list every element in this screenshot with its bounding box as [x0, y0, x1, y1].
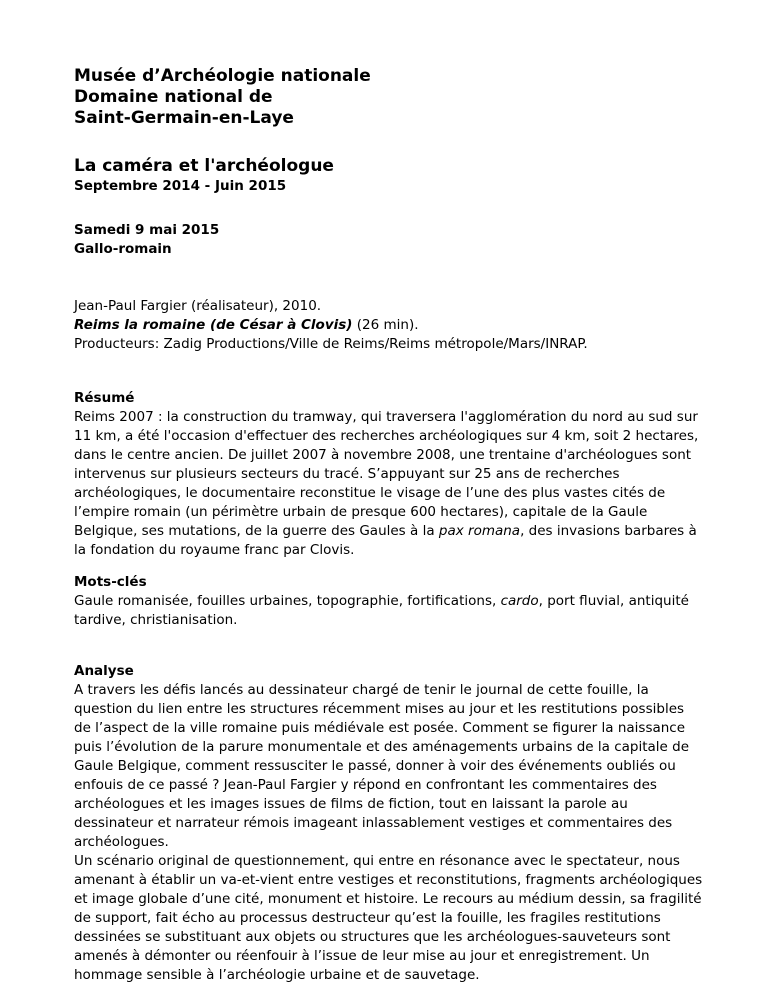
institution-location: Saint-Germain-en-Laye — [74, 108, 294, 128]
film-producers: Producteurs: Zadig Productions/Ville de Reims/Reims métropole/Mars/INRAP. — [74, 336, 588, 352]
resume-heading: Résumé — [74, 390, 135, 406]
session-date: Samedi 9 mai 2015 — [74, 222, 220, 238]
keywords-heading: Mots-clés — [74, 574, 147, 590]
session-theme: Gallo-romain — [74, 241, 172, 257]
resume-text-italic: pax romana — [438, 523, 521, 539]
series-dates: Septembre 2014 - Juin 2015 — [74, 178, 287, 194]
film-title-line — [74, 316, 704, 335]
series-title: La caméra et l'archéologue — [74, 156, 334, 176]
keywords-text — [74, 592, 704, 630]
analysis-paragraph-2: Un scénario original de questionnement, qui entre en résonance avec le spectateur, nous amenant à établir un va-et-vient entre vestiges et reconstitutions, fragments archéologiques et image globale d’une cité, monument et histoire. Le recours au médium dessin, sa fragilité de support, fait écho au processus destructeur qu’est la fouille, les fragiles restitutions dessinées se substituant aux objets ou structures que les archéologues-sauveteurs sont amenés à démonter ou réenfouir à l’issue de leur mise au jour et enregistrement. Un hommage sensible à l’archéologie urbaine et de sauvetage. — [74, 853, 703, 983]
analysis-paragraph-1: A travers les défis lancés au dessinateur chargé de tenir le journal de cette fouille, la question du lien entre les structures récemment mises au jour et les restitutions possibles de l’aspect de la ville romaine puis médiévale est posée. Comment se figurer la naissance puis l’évolution de la parure monumentale et des aménagements urbains de la capitale de Gaule Belgique, comment ressusciter le passé, donner à voir des événements oubliés ou enfouis de ce passé ? Jean-Paul Fargier y répond en confrontant les commentaires des archéologues et les images issues de films de fiction, tout en laissant la parole au dessinateur et narrateur rémois imageant inlassablement vestiges et commentaires des archéologues. — [74, 682, 690, 850]
analysis-section — [74, 662, 704, 985]
institution-block — [74, 66, 704, 129]
resume-section — [74, 389, 704, 560]
keywords-text-part: , port fluvial, antiquité tardive, christianisation. — [74, 593, 689, 628]
resume-text-part: , des invasions barbares à la fondation du royaume franc par Clovis. — [74, 523, 697, 558]
film-author: Jean-Paul Fargier (réalisateur), 2010. — [74, 298, 322, 314]
film-title: Reims la romaine (de César à Clovis) — [74, 317, 353, 333]
keywords-text-italic: cardo — [500, 593, 539, 609]
keywords-section — [74, 573, 704, 630]
analysis-heading: Analyse — [74, 663, 134, 679]
session-block — [74, 221, 704, 259]
resume-text — [74, 408, 704, 560]
film-block — [74, 297, 704, 354]
institution-name: Musée d’Archéologie nationale — [74, 66, 371, 86]
institution-domain: Domaine national de — [74, 87, 273, 107]
resume-text-part: Reims 2007 : la construction du tramway, qui traversera l'agglomération du nord au sud sur 11 km, a été l'occasion d'effectuer des recherches archéologiques sur 4 km, soit 2 hectares, dans le centre ancien. De juillet 2007 à novembre 2008, une trentaine d'archéologues sont intervenus sur plusieurs secteurs du tracé. S’appuyant sur 25 ans de recherches archéologiques, le documentaire reconstitue le visage de l’une des plus vastes cités de l’empire romain (un périmètre urbain de presque 600 hectares), capitale de la Gaule Belgique, ses mutations, de la guerre des Gaules à la — [74, 409, 699, 539]
film-duration: (26 min). — [352, 317, 419, 333]
keywords-text-part: Gaule romanisée, fouilles urbaines, topographie, fortifications, — [74, 593, 501, 609]
document-page — [74, 66, 704, 985]
